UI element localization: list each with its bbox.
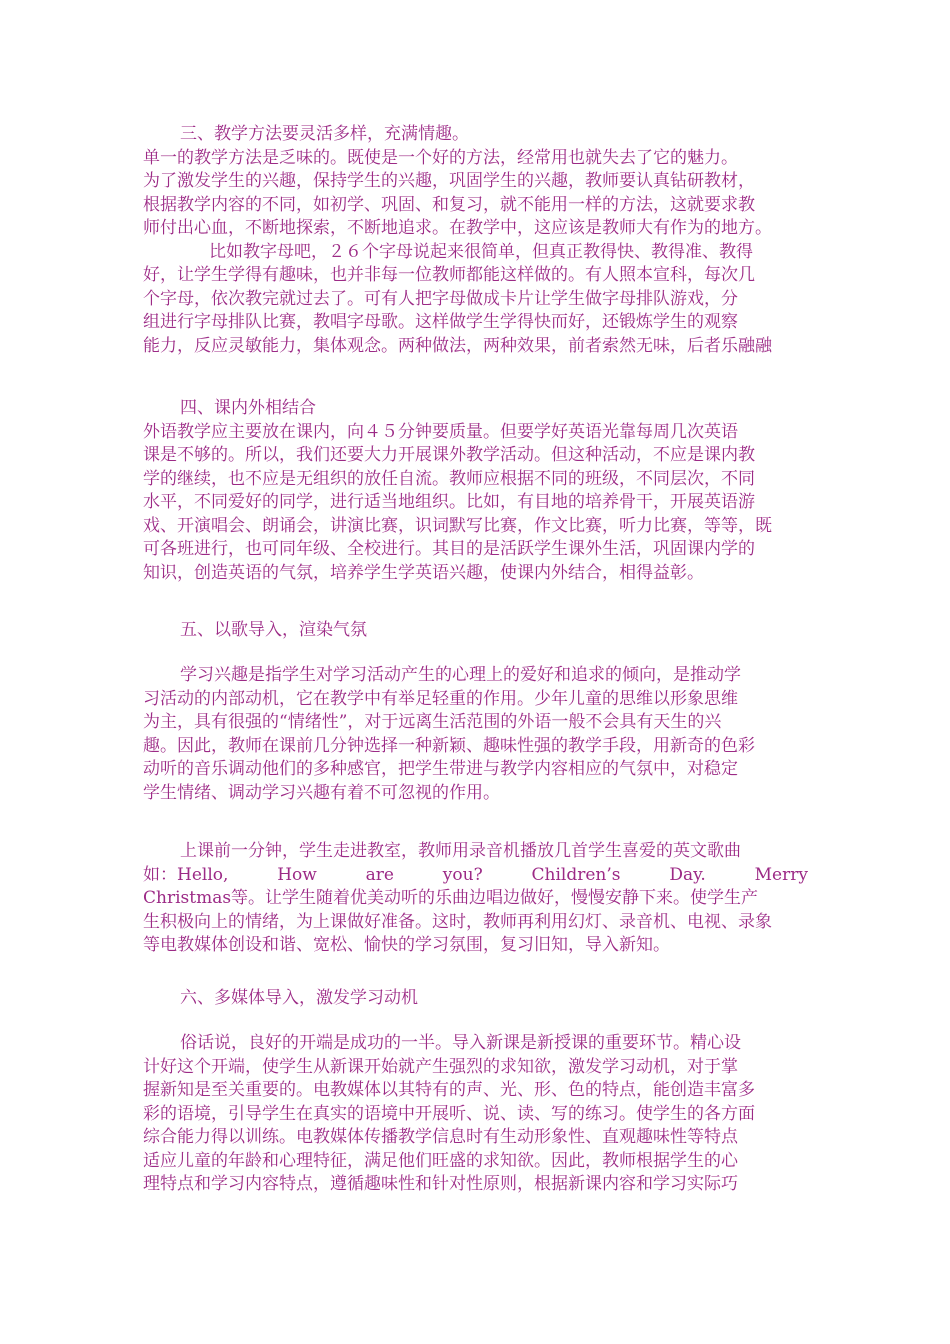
- section-3: [143, 123, 813, 358]
- section-3-heading: 三、教学方法要灵活多样，充满情趣。: [180, 124, 469, 144]
- paragraph-line: 趣。因此，教师在课前几分钟选择一种新颖、趣味性强的教学手段，用新奇的色彩: [143, 735, 755, 756]
- paragraph-line: 理特点和学习内容特点，遵循趣味性和针对性原则，根据新课内容和学习实际巧: [143, 1174, 738, 1194]
- section-4: [143, 397, 813, 585]
- paragraph-line: 能力，反应灵敏能力，集体观念。两种做法，两种效果，前者索然无味，后者乐融融: [143, 335, 772, 356]
- paragraph-line: 动听的音乐调动他们的多种感官，把学生带进与教学内容相应的气氛中，对稳定: [143, 759, 738, 779]
- paragraph-line: 根据教学内容的不同，如初学、巩固、和复习，就不能用一样的方法，这就要求教: [143, 194, 755, 215]
- paragraph-line: 为主，具有很强的“情绪性”，对于远离生活范围的外语一般不会具有天生的兴: [143, 712, 722, 732]
- song-word: you?: [442, 864, 483, 885]
- paragraph-line: 学的继续，也不应是无组织的放任自流。教师应根据不同的班级，不同层次，不同: [143, 468, 755, 489]
- paragraph-line: 适应儿童的年龄和心理特征，满足他们旺盛的求知欲。因此，教师根据学生的心: [143, 1150, 738, 1171]
- paragraph-line: 综合能力得以训练。电教媒体传播教学信息时有生动形象性、直观趣味性等特点: [143, 1127, 738, 1147]
- section-4-heading: 四、课内外相结合: [180, 398, 316, 418]
- paragraph-line: 好，让学生学得有趣味，也并非每一位教师都能这样做的。有人照本宣科，每次几: [143, 265, 755, 285]
- section-5-paragraph-2: [143, 840, 813, 958]
- section-5-paragraph-1: [143, 664, 813, 805]
- paragraph-line: 等电教媒体创设和谐、宽松、愉快的学习氛围，复习旧知，导入新知。: [143, 935, 670, 955]
- paragraph-line: 为了激发学生的兴趣，保持学生的兴趣，巩固学生的兴趣，教师要认真钻研教材，: [143, 171, 755, 191]
- section-6-heading: 六、多媒体导入，激发学习动机: [180, 988, 418, 1008]
- section-5-heading: 五、以歌导入，渲染气氛: [180, 620, 367, 640]
- paragraph-line: 师付出心血，不断地探索，不断地追求。在教学中，这应该是教师大有作为的地方。: [143, 218, 772, 238]
- paragraph-line: 计好这个开端，使学生从新课开始就产生强烈的求知欲，激发学习动机，对于掌: [143, 1056, 738, 1077]
- paragraph-line: 单一的教学方法是乏味的。既使是一个好的方法，经常用也就失去了它的魅力。: [143, 147, 738, 168]
- paragraph-line: 生积极向上的情绪，为上课做好准备。这时，教师再利用幻灯、录音机、电视、录象: [143, 911, 772, 932]
- paragraph-line: 学习兴趣是指学生对学习活动产生的心理上的爱好和追求的倾向，是推动学: [180, 665, 741, 685]
- section-6-paragraph-1: [143, 1032, 813, 1197]
- english-song-line: [143, 864, 808, 888]
- paragraph-line: 学生情绪、调动学习兴趣有着不可忽视的作用。: [143, 782, 500, 803]
- paragraph-line: 比如教字母吧，２６个字母说起来很简单，但真正教得快、教得准、教得: [209, 241, 753, 262]
- paragraph-line: 外语教学应主要放在课内，向４５分钟要质量。但要学好英语光靠每周几次英语: [143, 421, 738, 442]
- song-word: Children’s: [531, 864, 621, 885]
- paragraph-line: 个字母，依次教完就过去了。可有人把字母做成卡片让学生做字母排队游戏，分: [143, 288, 738, 309]
- song-word: How: [277, 864, 317, 885]
- paragraph-line: 组进行字母排队比赛，教唱字母歌。这样做学生学得快而好，还锻炼学生的观察: [143, 312, 738, 332]
- section-6-heading-block: [143, 987, 813, 1011]
- paragraph-line: 可各班进行，也可同年级、全校进行。其目的是活跃学生课外生活，巩固课内学的: [143, 539, 755, 559]
- paragraph-line: Christmas等。让学生随着优美动听的乐曲边唱边做好，慢慢安静下来。使学生产: [143, 888, 759, 908]
- paragraph-line: 课是不够的。所以，我们还要大力开展课外教学活动。但这种活动，不应是课内教: [143, 445, 755, 465]
- song-word: Merry: [754, 864, 808, 885]
- paragraph-line: 握新知是至关重要的。电教媒体以其特有的声、光、形、色的特点，能创造丰富多: [143, 1080, 755, 1100]
- paragraph-line: 戏、开演唱会、朗诵会，讲演比赛，识词默写比赛，作文比赛，听力比赛，等等，既: [143, 515, 772, 536]
- section-5-heading-block: [143, 619, 813, 643]
- paragraph-line: 上课前一分钟，学生走进教室，教师用录音机播放几首学生喜爱的英文歌曲: [180, 841, 741, 861]
- paragraph-line: 彩的语境，引导学生在真实的语境中开展听、说、读、写的练习。使学生的各方面: [143, 1103, 755, 1124]
- paragraph-line: 俗话说，良好的开端是成功的一半。导入新课是新授课的重要环节。精心设: [180, 1033, 741, 1053]
- song-word: 如：Hello,: [143, 864, 229, 885]
- paragraph-line: 习活动的内部动机，它在教学中有举足轻重的作用。少年儿童的思维以形象思维: [143, 688, 738, 709]
- paragraph-line: 水平，不同爱好的同学，进行适当地组织。比如，有目地的培养骨干，开展英语游: [143, 492, 755, 512]
- song-word: are: [365, 864, 394, 885]
- song-word: Day.: [669, 864, 706, 885]
- paragraph-line: 知识，创造英语的气氛，培养学生学英语兴趣，使课内外结合，相得益彰。: [143, 562, 704, 583]
